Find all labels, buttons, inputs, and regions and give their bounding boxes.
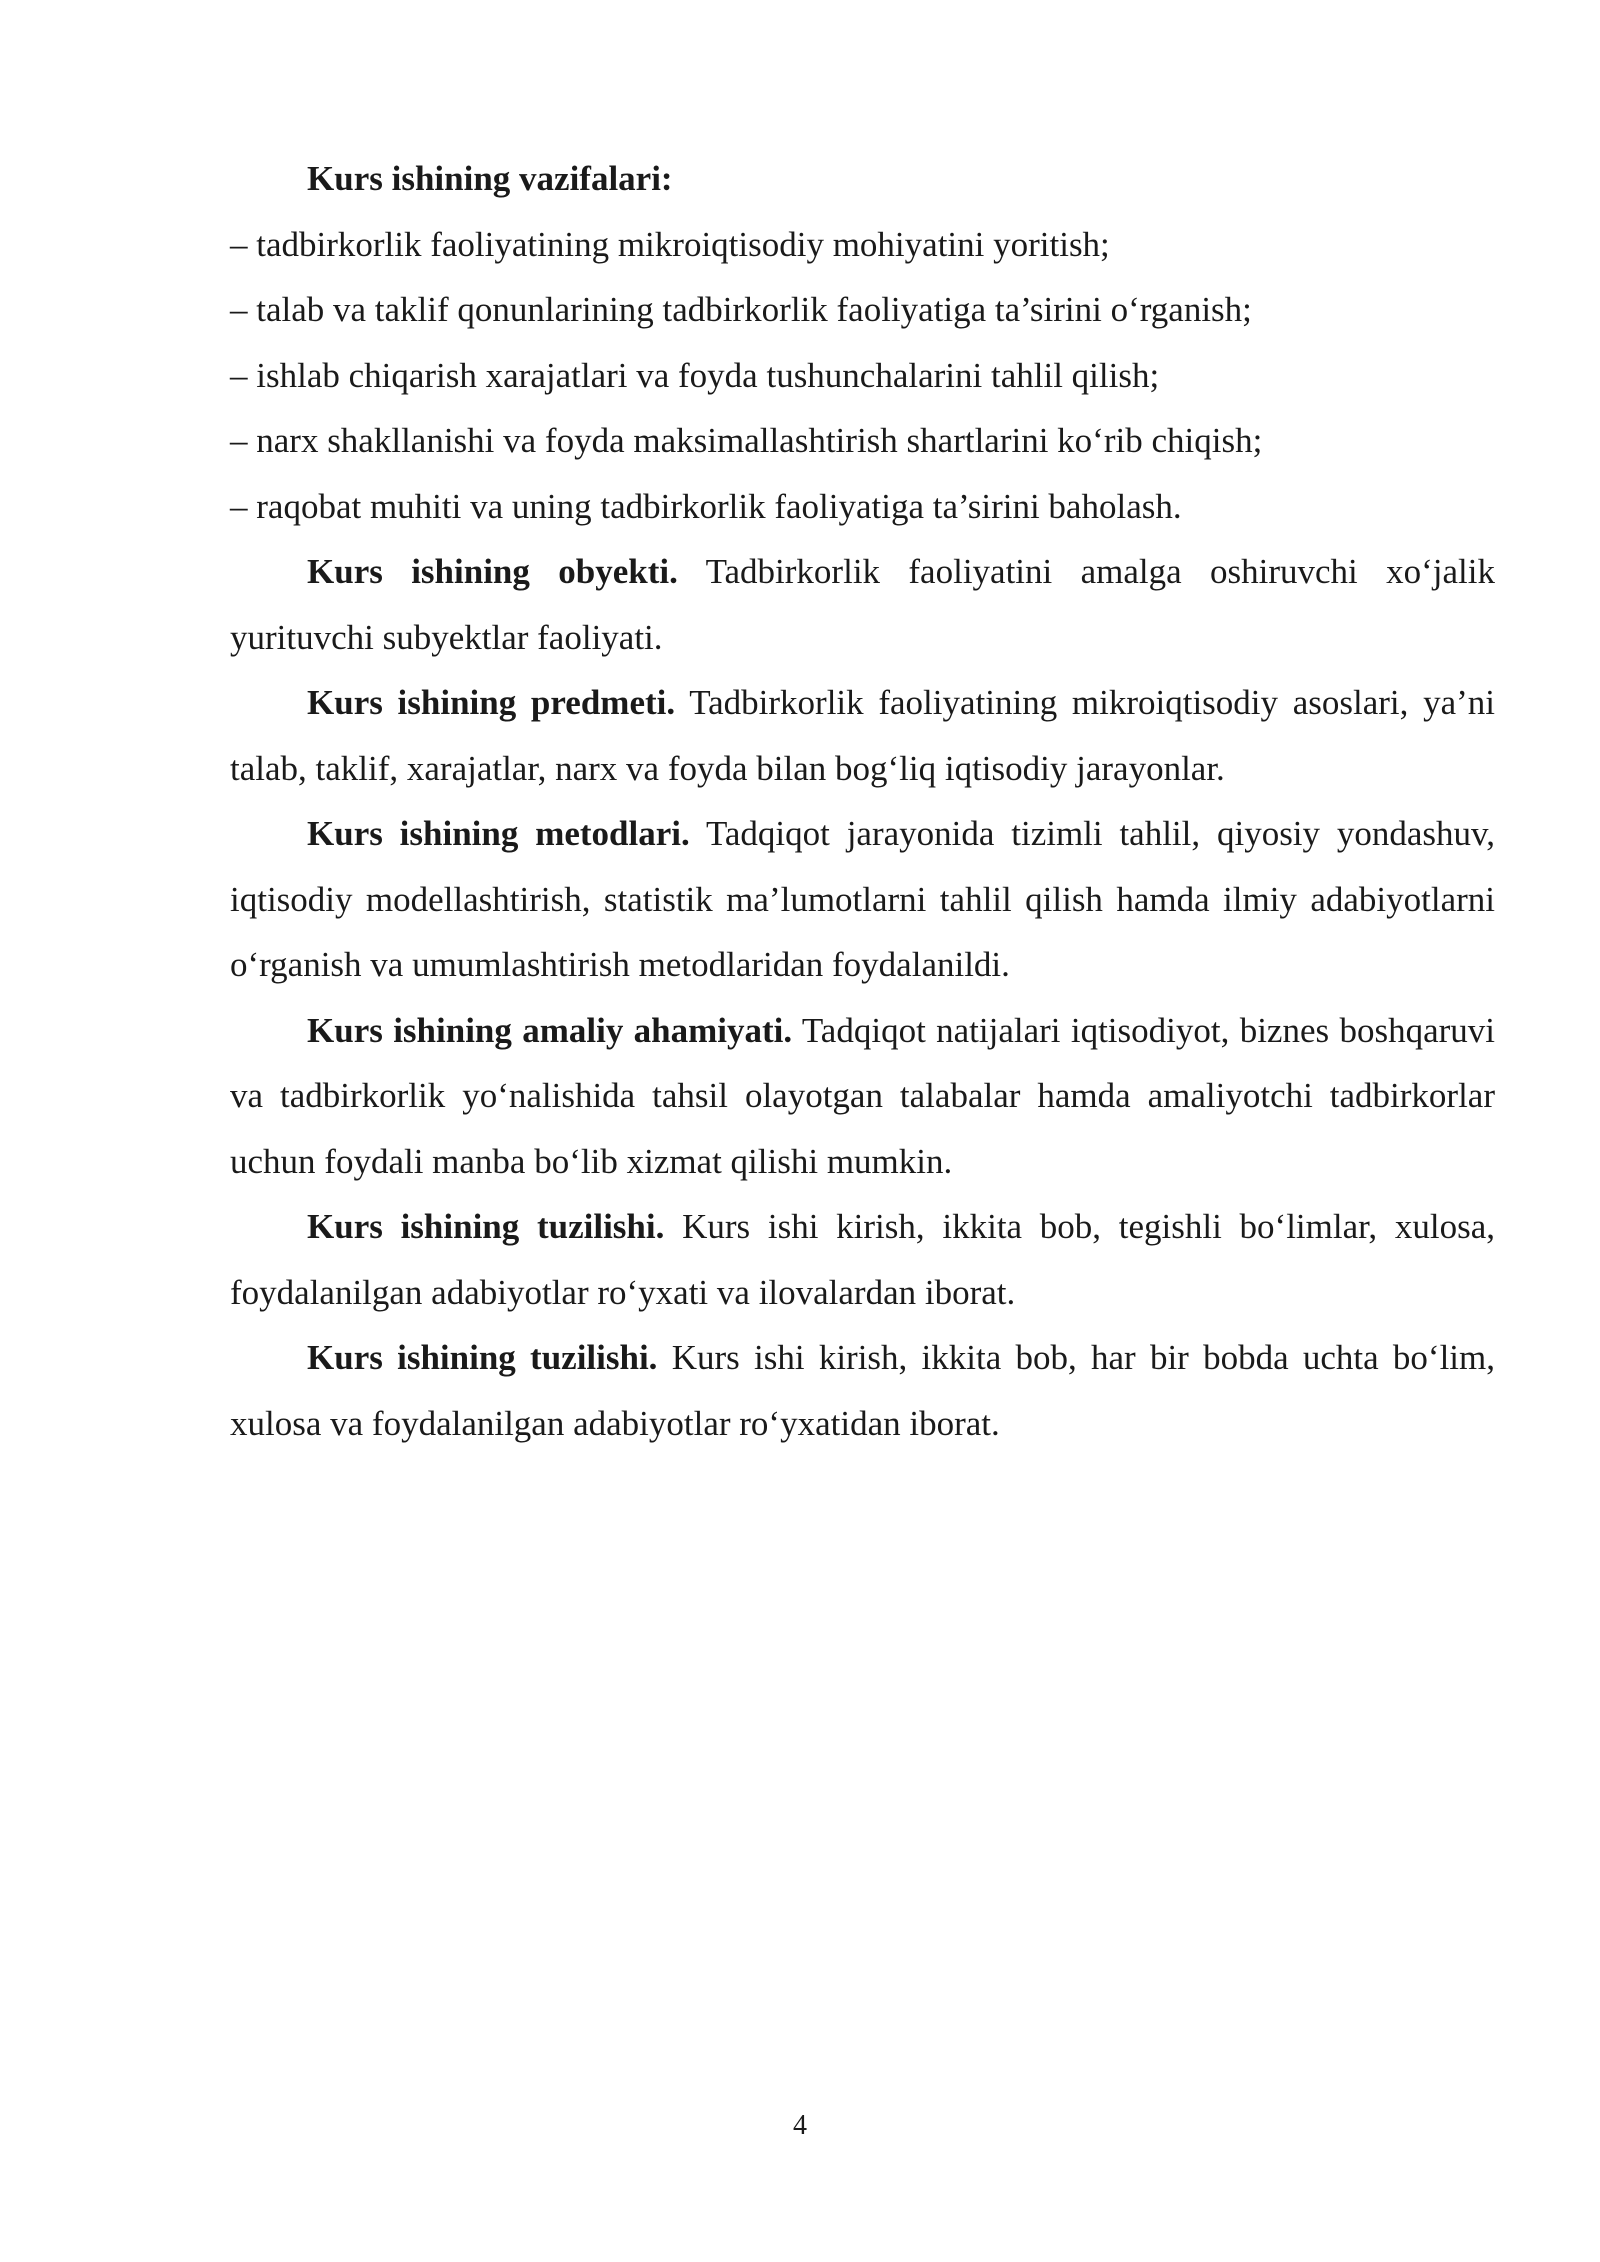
page-number: 4 bbox=[793, 2110, 807, 2141]
section-structure bbox=[230, 1194, 1495, 1325]
tasks-list-item: – tadbirkorlik faoliyatining mikroiqtisodiy mohiyatini yoritish; bbox=[230, 224, 1110, 264]
section-label: Kurs ishining predmeti. bbox=[307, 683, 676, 722]
section-text: Tadqiqot jarayonida tizimli tahlil, qiyosiy yondashuv, iqtisodiy modellashtirish, statistik ma’lumotlarni tahlil qilish hamda ilmiy adabiyotlarni o‘rganish va umumlashtirish metodlaridan foydalanildi. bbox=[230, 814, 1495, 984]
tasks-list-item: – raqobat muhiti va uning tadbirkorlik faoliyatiga ta’sirini baholash. bbox=[230, 486, 1182, 526]
section-text: Kurs ishi kirish, ikkita bob, tegishli bo‘limlar, xulosa, foydalanilgan adabiyotlar ro‘yxati va ilovalardan iborat. bbox=[230, 1207, 1495, 1312]
section-label: Kurs ishining obyekti. bbox=[307, 552, 678, 591]
section-text: Tadqiqot natijalari iqtisodiyot, biznes boshqaruvi va tadbirkorlik yo‘nalishida tahsil olayotgan talabalar hamda amaliyotchi tadbirkorlar uchun foydali manba bo‘lib xizmat qilishi mumkin. bbox=[230, 1010, 1495, 1181]
section-label: Kurs ishining amaliy ahamiyati. bbox=[307, 1010, 793, 1050]
section-text: Tadbirkorlik faoliyatini amalga oshiruvchi xo‘jalik yurituvchi subyektlar faoliyati. bbox=[230, 552, 1495, 657]
page-body bbox=[230, 146, 1495, 1456]
section-object bbox=[230, 539, 1495, 670]
tasks-list-item: – talab va taklif qonunlarining tadbirkorlik faoliyatiga ta’sirini o‘rganish; bbox=[230, 290, 1252, 329]
tasks-list-item: – narx shakllanishi va foyda maksimallashtirish shartlarini ko‘rib chiqish; bbox=[230, 421, 1263, 460]
section-label: Kurs ishining tuzilishi. bbox=[307, 1207, 665, 1246]
tasks-list-item: – ishlab chiqarish xarajatlari va foyda tushunchalarini tahlil qilish; bbox=[230, 355, 1160, 395]
section-text: Kurs ishi kirish, ikkita bob, har bir bobda uchta bo‘lim, xulosa va foydalanilgan adabiyotlar ro‘yxatidan iborat. bbox=[230, 1338, 1496, 1443]
section-label: Kurs ishining metodlari. bbox=[307, 814, 690, 853]
section-label: Kurs ishining tuzilishi. bbox=[307, 1338, 658, 1377]
section-structure-alt bbox=[230, 1325, 1495, 1456]
section-methods bbox=[230, 801, 1495, 998]
section-subject bbox=[230, 670, 1495, 801]
tasks-heading: Kurs ishining vazifalari: bbox=[307, 159, 673, 198]
section-text: Tadbirkorlik faoliyatining mikroiqtisodiy asoslari, ya’ni talab, taklif, xarajatlar, narx va foyda bilan bog‘liq iqtisodiy jarayonlar. bbox=[230, 683, 1495, 788]
section-practical-significance bbox=[230, 998, 1495, 1195]
